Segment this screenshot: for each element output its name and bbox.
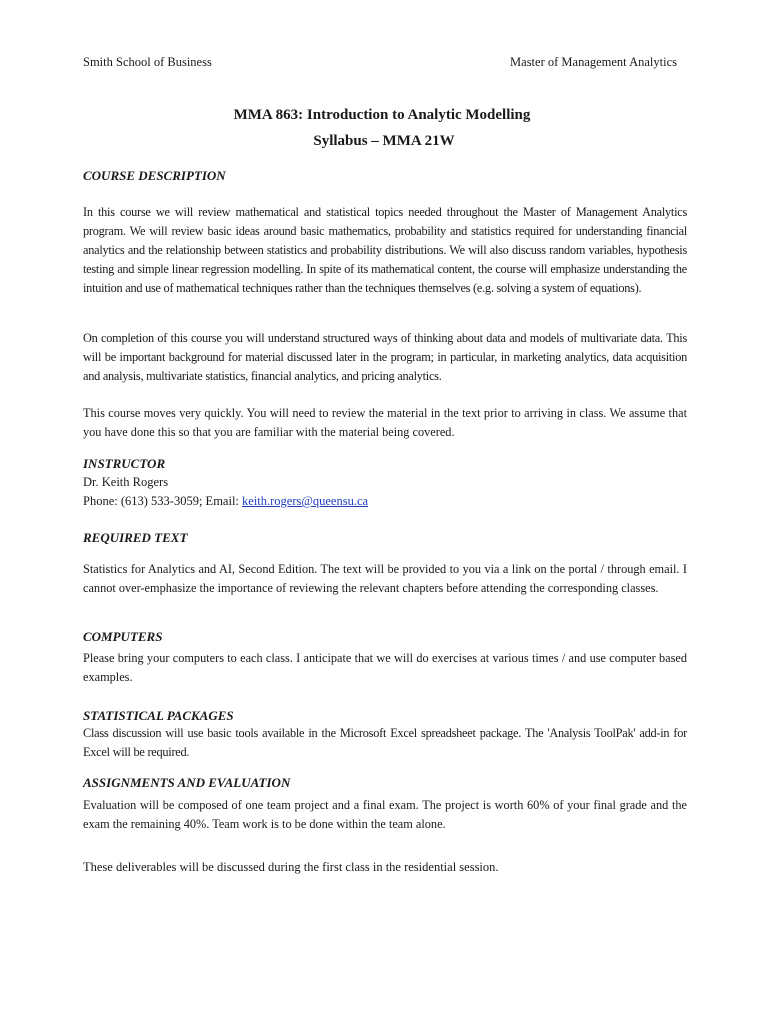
course-title: MMA 863: Introduction to Analytic Modelling <box>233 107 531 123</box>
syllabus-subtitle: Syllabus – MMA 21W <box>313 133 455 149</box>
course-description-paragraph-1: In this course we will review mathematical and statistical topics needed throughout the Master of Management Analytics program. We will review basic ideas around basic mathematics, probability and statistics required for understanding financial analytics and the relationship between statistics and probability distributions. We will also discuss random variables, hypothesis testing and simple linear regression modelling. In spite of its mathematical content, the course will emphasize understanding the intuition and use of mathematical techniques rather than the techniques themselves (e.g. solving a system of equations). <box>83 205 687 295</box>
instructor-email-link[interactable]: keith.rogers@queensu.ca <box>242 494 369 508</box>
statistical-packages-paragraph: Class discussion will use basic tools available in the Microsoft Excel spreadsheet package. The 'Analysis ToolPak' add-in for Excel will be required. <box>83 726 687 759</box>
heading-required-text: REQUIRED TEXT <box>83 530 188 545</box>
heading-computers: COMPUTERS <box>83 629 163 644</box>
instructor-phone: Phone: (613) 533-3059; Email: <box>83 494 243 508</box>
course-description-paragraph-2: On completion of this course you will understand structured ways of thinking about data and models of multivariate data. This will be important background for material discussed later in the program; in particular, in marketing analytics, data acquisition and analysis, multivariate statistics, financial analytics, and pricing analytics. <box>83 331 687 383</box>
instructor-contact <box>83 494 368 509</box>
required-text-paragraph: Statistics for Analytics and AI, Second Edition. The text will be provided to you via a link on the portal / through email. I cannot over-emphasize the importance of reviewing the relevant chapters before attending the corresponding classes. <box>83 562 687 595</box>
computers-paragraph: Please bring your computers to each class. I anticipate that we will do exercises at various times / and use computer based examples. <box>83 651 687 684</box>
header-program: Master of Management Analytics <box>510 55 677 69</box>
instructor-name: Dr. Keith Rogers <box>83 475 169 489</box>
assignments-paragraph-1: Evaluation will be composed of one team project and a final exam. The project is worth 60% of your final grade and the exam the remaining 40%. Team work is to be done within the team alone. <box>83 798 687 831</box>
header-school: Smith School of Business <box>83 55 212 69</box>
heading-course-description: COURSE DESCRIPTION <box>83 168 226 183</box>
heading-assignments-evaluation: ASSIGNMENTS AND EVALUATION <box>83 775 291 790</box>
assignments-paragraph-2: These deliverables will be discussed during the first class in the residential session. <box>83 860 499 874</box>
course-description-paragraph-3: This course moves very quickly. You will need to review the material in the text prior to arriving in class. We assume that you have done this so that you are familiar with the material being covered. <box>83 406 687 439</box>
heading-instructor: INSTRUCTOR <box>83 456 166 471</box>
heading-statistical-packages: STATISTICAL PACKAGES <box>83 708 234 723</box>
